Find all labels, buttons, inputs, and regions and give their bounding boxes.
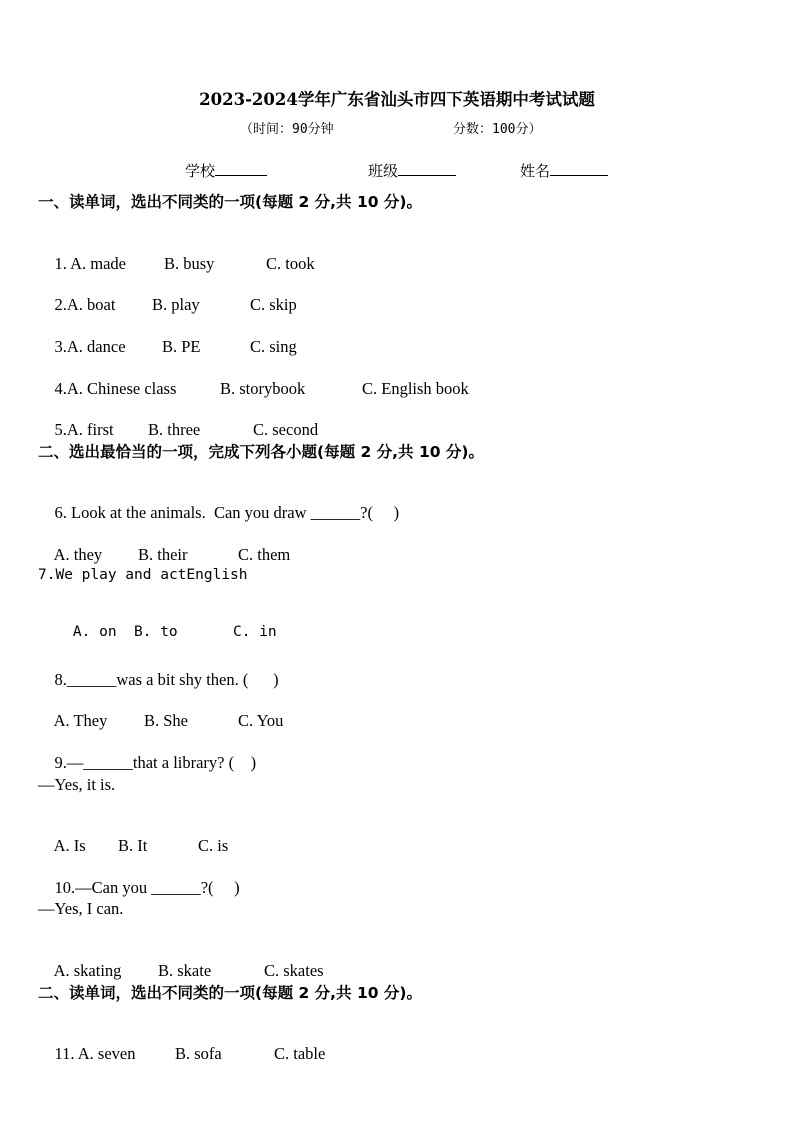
q10-stem: 10.—Can you	[54, 878, 152, 897]
school-blank	[215, 161, 267, 176]
class-field	[368, 160, 456, 181]
q9-option-a: A. Is	[53, 836, 86, 855]
q4-option-b: B. storybook	[220, 379, 306, 398]
name-label: 姓名	[520, 162, 551, 180]
question-7-stem: 7.We play and actEnglish	[38, 567, 248, 583]
q9-tail: that a library? ( )	[132, 753, 257, 772]
question-7-options	[38, 608, 277, 656]
question-10-answer: —Yes, I can.	[38, 899, 124, 918]
name-blank	[550, 161, 608, 176]
q9-option-c: C. is	[198, 836, 229, 855]
q5-number: 5.	[54, 420, 67, 439]
q9-number: 9.—	[54, 753, 84, 772]
q10-blank: ______	[151, 878, 201, 897]
q10-option-b: B. skate	[158, 961, 212, 980]
q2-option-b: B. play	[152, 295, 200, 314]
q11-option-b: B. sofa	[175, 1044, 222, 1063]
q5-option-b: B. three	[148, 420, 201, 439]
q6-blank: ______	[310, 503, 361, 522]
school-field	[185, 160, 267, 181]
q8-option-c: C. You	[238, 711, 284, 730]
q8-option-b: B. She	[144, 711, 189, 730]
q2-option-c: C. skip	[250, 295, 297, 314]
name-field	[520, 160, 608, 181]
q1-option-b: B. busy	[164, 254, 215, 273]
q6-tail: ?( )	[360, 503, 400, 522]
score-label: 分数：100分）	[453, 122, 542, 137]
q5-option-a: A. first	[66, 420, 114, 439]
q10-option-c: C. skates	[264, 961, 324, 980]
q11-option-c: C. table	[274, 1044, 326, 1063]
q11-number: 11.	[54, 1044, 78, 1063]
class-blank	[398, 161, 456, 176]
q8-option-a: A. They	[53, 711, 108, 730]
q7-option-b: B. to	[134, 624, 178, 640]
q7-option-a: A. on	[72, 624, 117, 640]
q10-tail: ?( )	[200, 878, 240, 897]
q6-option-b: B. their	[138, 545, 188, 564]
q8-blank: ______	[66, 670, 117, 689]
q8-number: 8.	[54, 670, 67, 689]
q3-option-c: C. sing	[250, 337, 297, 356]
q8-tail: was a bit shy then. ( )	[116, 670, 279, 689]
q1-option-c: C. took	[266, 254, 315, 273]
section-heading-1: 一、读单词，选出不同类的一项(每题 2 分,共 10 分)。	[38, 193, 422, 211]
q7-option-c: C. in	[233, 624, 277, 640]
page-title: 2023-2024学年广东省汕头市四下英语期中考试试题	[199, 90, 595, 109]
q6-option-a: A. they	[53, 545, 103, 564]
question-11	[38, 1024, 326, 1084]
question-9-answer: —Yes, it is.	[38, 775, 116, 794]
class-label: 班级	[368, 162, 399, 180]
q3-option-a: A. dance	[66, 337, 126, 356]
school-label: 学校	[185, 162, 216, 180]
q1-option-a: A. made	[70, 254, 126, 273]
q11-option-a: A. seven	[77, 1044, 136, 1063]
time-label: （时间：90分钟	[240, 122, 334, 137]
q2-number: 2.	[54, 295, 67, 314]
q10-option-a: A. skating	[53, 961, 122, 980]
q6-stem: 6. Look at the animals. Can you draw	[54, 503, 311, 522]
q5-option-c: C. second	[253, 420, 319, 439]
section-heading-3: 二、读单词，选出不同类的一项(每题 2 分,共 10 分)。	[38, 984, 422, 1002]
q3-option-b: B. PE	[162, 337, 201, 356]
section-heading-2: 二、选出最恰当的一项，完成下列各小题(每题 2 分,共 10 分)。	[38, 443, 484, 461]
q4-number: 4.	[54, 379, 67, 398]
q9-option-b: B. It	[118, 836, 148, 855]
q4-option-a: A. Chinese class	[66, 379, 177, 398]
q1-number: 1.	[54, 254, 71, 273]
q9-blank: ______	[83, 753, 133, 772]
q2-option-a: A. boat	[66, 295, 116, 314]
q4-option-c: C. English book	[362, 379, 469, 398]
q3-number: 3.	[54, 337, 67, 356]
q6-option-c: C. them	[238, 545, 291, 564]
